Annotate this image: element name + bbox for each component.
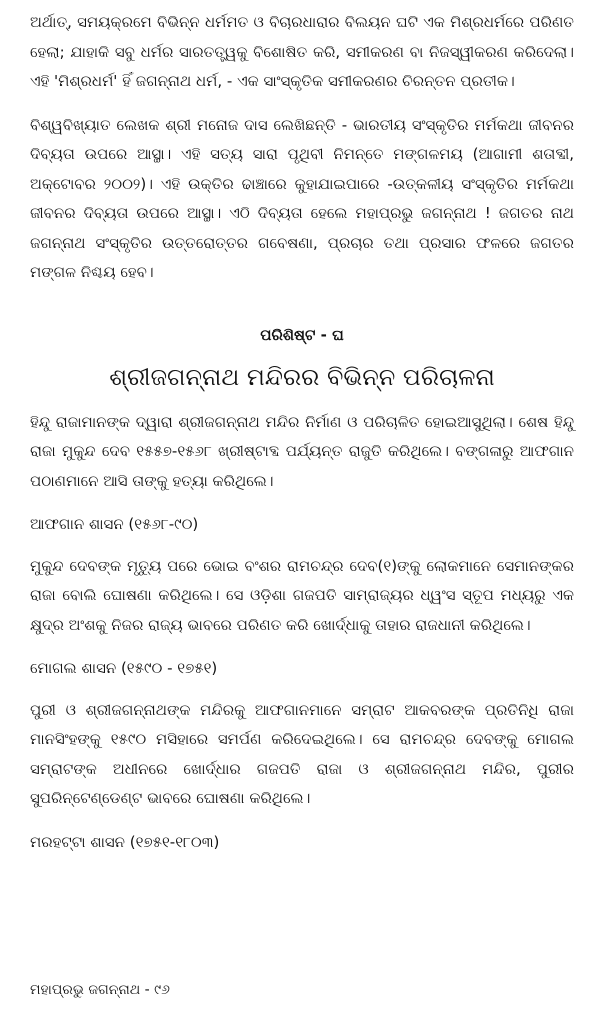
mughal-rule-paragraph: ପୁରୀ ଓ ଶ୍ରୀଜଗନ୍ନାଥଙ୍କ ମନ୍ଦିରକୁ ଆଫଗାନମାନେ ସମ୍ରାଟ ଆକବରଙ୍କ ପ୍ରତିନିଧି ରାଜା ମାନସିଂହଙ୍କୁ ୧୫୯୦ ମସିହାରେ ସମର୍ପଣ କରିଦେଇଥିଲେ। ସେ ରାମଚନ୍ଦ୍ର ଦେବଙ୍କୁ ମୋଗଲ ସମ୍ରାଟଙ୍କ ଅଧୀନରେ ଖୋର୍ଦ୍ଧାର ଗଜପତି ରାଜା ଓ ଶ୍ରୀଜଗନ୍ନାଥ ମନ୍ଦିର, ପୁରୀର ସୁପରିନ୍‌ଟେଣ୍ଡେଣ୍ଟ ଭାବରେ ଘୋଷଣା କରିଥିଲେ। xyxy=(30,700,574,807)
section-title: ଶ୍ରୀଜଗନ୍ନାଥ ମନ୍ଦିରର ବିଭିନ୍ନ ପରିଚାଳନା xyxy=(109,362,495,391)
afghan-rule-heading: ଆଫଗାନ ଶାସନ (୧୫୬୮-୯୦) xyxy=(30,515,199,533)
appendix-label: ପରିଶିଷ୍ଟ - ଘ xyxy=(260,325,344,344)
page-footer: ମହାପ୍ରଭୁ ଜଗନ୍ନାଥ - ୯୬ xyxy=(30,982,170,998)
maratha-rule-heading: ମରହଟ୍ଟା ଶାସନ (୧୭୫୧-୧୮୦୩) xyxy=(30,832,220,851)
paragraph-manoj-das-quote: ବିଶ୍ୱବିଖ୍ୟାତ ଲେଖକ ଶ୍ରୀ ମନୋଜ ଦାସ ଲେଖିଛନ୍ତି - ଭାରତୀୟ ସଂସ୍କୃତିର ମର୍ମକଥା ଜୀବନର ଦିବ୍ୟତା ଉପରେ ଆସ୍ଥା। ଏହି ସତ୍ୟ ସାରା ପୃଥିବୀ ନିମନ୍ତେ ମଙ୍ଗଳମୟ (ଆଗାମୀ ଶତାବ୍ଦୀ, ଅକ୍ଟୋବର ୨୦୦୨)। ଏହି ଉକ୍ତିର ଢାଞ୍ଚାରେ କୁହାଯାଇପାରେ -ଉତ୍କଳୀୟ ସଂସ୍କୃତିର ମର୍ମକଥା ଜୀବନର ଦିବ୍ୟତା ଉପରେ ଆସ୍ଥା। ଏଠି ଦିବ୍ୟତା ହେଲେ ମହାପ୍ରଭୁ ଜଗନ୍ନାଥ ! ଜଗତର ନାଥ ଜଗନ୍ନାଥ ସଂସ୍କୃତିର ଉତ୍ତରୋତ୍ତର ଗବେଷଣା, ପ୍ରଚାର ତଥା ପ୍ରସାର ଫଳରେ ଜଗତର ମଙ୍ଗଳ ନିଶ୍ଚୟ ହେବ। xyxy=(30,115,574,281)
mughal-rule-heading: ମୋଗଲ ଶାସନ (୧୫୯୦ - ୧୭୫୧) xyxy=(30,659,218,677)
paragraph-synthesis: ଅର୍ଥାତ୍, ସମୟକ୍ରମେ ବିଭିନ୍ନ ଧର୍ମମତ ଓ ବିଚାରଧାରାର ବିଲୟନ ଘଟି ଏକ ମିଶ୍ରଧର୍ମରେ ପରିଣତ ହେଲା; ଯାହାକି ସବୁ ଧର୍ମର ସାରତତ୍ତ୍ୱକୁ ବିଶୋଷିତ କରି, ସମୀକରଣ ବା ନିଜସ୍ୱୀକରଣ କରିଦେଲା। ଏହି 'ମିଶ୍ରଧର୍ମ' ହିଁ ଜଗନ୍ନାଥ ଧର୍ମ, - ଏକ ସାଂସ୍କୃତିକ ସମୀକରଣର ଚିରନ୍ତନ ପ୍ରତୀକ। xyxy=(30,13,574,90)
paragraph-intro: ହିନ୍ଦୁ ରାଜାମାନଙ୍କ ଦ୍ୱାରା ଶ୍ରୀଜଗନ୍ନାଥ ମନ୍ଦିର ନିର୍ମାଣ ଓ ପରିଚାଳିତ ହୋଇଆସୁଥିଲା। ଶେଷ ହିନ୍ଦୁ ରାଜା ମୁକୁନ୍ଦ ଦେବ ୧୫୫୭-୧୫୬୮ ଖ୍ରୀଷ୍ଟାବ୍ଦ ପର୍ଯ୍ୟନ୍ତ ରାଜୁତି କରିଥିଲେ। ବଙ୍ଗଳାରୁ ଆଫଗାନ ପଠାଣମାନେ ଆସି ତାଙ୍କୁ ହତ୍ୟା କରିଥିଲେ। xyxy=(30,412,574,490)
afghan-rule-paragraph: ମୁକୁନ୍ଦ ଦେବଙ୍କ ମୃତ୍ୟୁ ପରେ ଭୋଇ ବଂଶର ରାମଚନ୍ଦ୍ର ଦେବ(୧)ଙ୍କୁ ଲୋକମାନେ ସେମାନଙ୍କର ରାଜା ବୋଲି ଘୋଷଣା କରିଥିଲେ। ସେ ଓଡ଼ିଶା ଗଜପତି ସାମ୍ରାଜ୍ୟର ଧ୍ୱଂସ ସ୍ତୂପ ମଧ୍ୟରୁ ଏକ କ୍ଷୁଦ୍ର ଅଂଶକୁ ନିଜର ରାଜ୍ୟ ଭାବରେ ପରିଣତ କରି ଖୋର୍ଦ୍ଧାକୁ ତାହାର ରାଜଧାନୀ କରିଥିଲେ। xyxy=(30,556,574,634)
